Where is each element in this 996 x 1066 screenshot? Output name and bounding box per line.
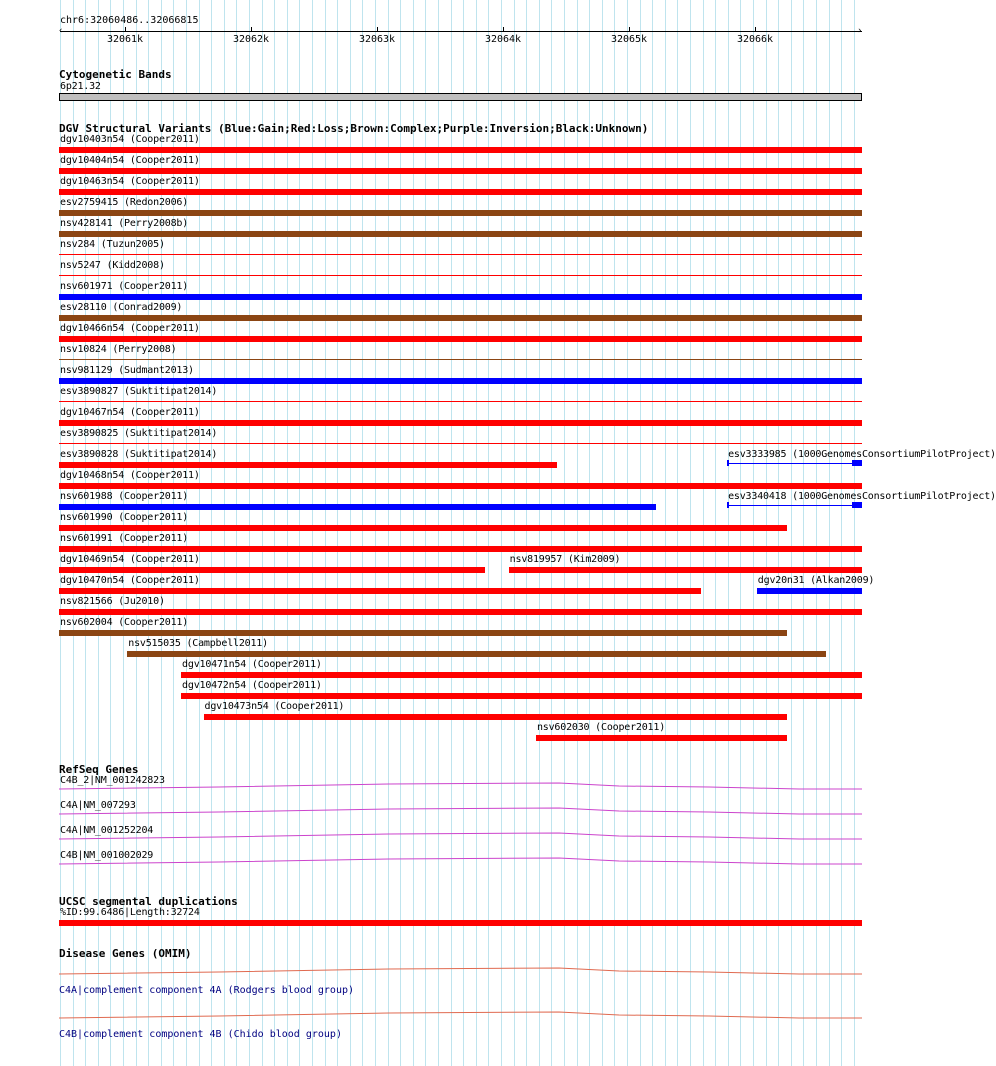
dgv-variant-start-mark [727, 460, 729, 466]
ruler-tick [755, 27, 756, 32]
dgv-variant-label: esv28110 (Conrad2009) [60, 302, 183, 313]
ruler-tick-label: 32064k [484, 34, 522, 45]
dgv-variant-bar[interactable] [59, 504, 656, 510]
refseq-gene-label: C4A|NM_001252204 [60, 825, 154, 836]
dgv-variant-bar[interactable] [59, 443, 862, 444]
dgv-variant-label: dgv10403n54 (Cooper2011) [60, 134, 200, 145]
dgv-variant-label: nsv5247 (Kidd2008) [60, 260, 165, 271]
dgv-variant-label: esv3340418 (1000GenomesConsortiumPilotProject) [728, 491, 996, 502]
omim-gene-link[interactable]: C4B|complement component 4B (Chido blood group) [59, 1029, 342, 1040]
dgv-variant-bar[interactable] [59, 147, 862, 153]
dgv-variant-bar[interactable] [59, 609, 862, 615]
dgv-variant-bar[interactable] [59, 189, 862, 195]
gene-intron-line [59, 858, 862, 864]
dgv-variant-label: nsv10824 (Perry2008) [60, 344, 177, 355]
cytogenetic-band-bar[interactable] [59, 93, 862, 101]
dgv-variant-bar[interactable] [59, 294, 862, 300]
dgv-variant-label: dgv10469n54 (Cooper2011) [60, 554, 200, 565]
dgv-variant-bar[interactable] [59, 483, 862, 489]
dgv-variant-label: nsv981129 (Sudmant2013) [60, 365, 194, 376]
dgv-variant-bar[interactable] [536, 735, 787, 741]
ruler-tick-label: 32062k [232, 34, 270, 45]
dgv-variant-bar[interactable] [59, 359, 862, 360]
dgv-variant-bar[interactable] [59, 546, 862, 552]
ruler-tick [251, 27, 252, 32]
cytogenetic-track-title: Cytogenetic Bands [59, 68, 172, 81]
dgv-variant-bar[interactable] [204, 714, 787, 720]
ruler-tick-label: 32063k [358, 34, 396, 45]
dgv-variant-bar[interactable] [59, 315, 862, 321]
ruler-right-arrow-icon: › [857, 26, 863, 36]
dgv-variant-end-block [852, 502, 862, 508]
dgv-variant-bar[interactable] [59, 231, 862, 237]
gene-model[interactable] [59, 779, 862, 793]
dgv-variant-label: nsv428141 (Perry2008b) [60, 218, 189, 229]
dgv-variant-bar[interactable] [59, 254, 862, 255]
segdup-track-title: UCSC segmental duplications [59, 895, 238, 908]
dgv-variant-bar[interactable] [59, 567, 485, 573]
dgv-variant-bar[interactable] [181, 672, 862, 678]
cytogenetic-band-label: 6p21.32 [60, 81, 101, 92]
ruler-tick [125, 27, 126, 32]
ruler-tick [377, 27, 378, 32]
dgv-variant-bar[interactable] [757, 588, 862, 594]
dgv-variant-label: esv3333985 (1000GenomesConsortiumPilotProject) [728, 449, 996, 460]
refseq-track-title: RefSeq Genes [59, 763, 139, 776]
gene-intron-line [59, 968, 862, 974]
dgv-variant-start-mark [727, 502, 729, 508]
dgv-variant-label: dgv10473n54 (Cooper2011) [204, 701, 345, 712]
dgv-variant-label: nsv601988 (Cooper2011) [60, 491, 189, 502]
dgv-variant-label: nsv602004 (Cooper2011) [60, 617, 189, 628]
dgv-variant-bar[interactable] [59, 336, 862, 342]
refseq-gene-label: C4A|NM_007293 [60, 800, 136, 811]
dgv-variant-label: dgv20n31 (Alkan2009) [757, 575, 875, 586]
dgv-variant-label: esv3890827 (Suktitipat2014) [60, 386, 218, 397]
dgv-variant-bar[interactable] [59, 462, 557, 468]
dgv-variant-bar[interactable] [59, 401, 862, 402]
dgv-variant-bar[interactable] [59, 525, 787, 531]
ruler-tick [629, 27, 630, 32]
dgv-variant-label: dgv10471n54 (Cooper2011) [182, 659, 322, 670]
dgv-variant-bar[interactable] [59, 378, 862, 384]
gene-intron-line [59, 808, 862, 814]
ruler-position-label: chr6:32060486..32066815 [60, 15, 199, 26]
dgv-variant-label: nsv284 (Tuzun2005) [60, 239, 165, 250]
dgv-variant-bar[interactable] [59, 168, 862, 174]
segdup-feature-bar[interactable] [59, 920, 862, 926]
ruler-left-arrow-icon: ‹ [58, 26, 64, 36]
dgv-variant-label: dgv10470n54 (Cooper2011) [60, 575, 200, 586]
dgv-variant-bar[interactable] [727, 463, 862, 464]
dgv-variant-label: esv3890825 (Suktitipat2014) [60, 428, 218, 439]
dgv-variant-label: nsv819957 (Kim2009) [509, 554, 621, 565]
ruler-tick-label: 32065k [610, 34, 648, 45]
dgv-variant-label: nsv601991 (Cooper2011) [60, 533, 189, 544]
ruler-tick-label: 32061k [106, 34, 144, 45]
dgv-variant-end-block [852, 460, 862, 466]
dgv-variant-label: dgv10467n54 (Cooper2011) [60, 407, 200, 418]
gene-model[interactable] [59, 964, 862, 978]
gene-model[interactable] [59, 804, 862, 818]
dgv-variant-bar[interactable] [727, 505, 862, 506]
refseq-gene-label: C4B_2|NM_001242823 [60, 775, 165, 786]
dgv-variant-bar[interactable] [181, 693, 862, 699]
dgv-variant-label: nsv602030 (Cooper2011) [536, 722, 666, 733]
ruler-axis [60, 31, 862, 32]
dgv-variant-bar[interactable] [59, 210, 862, 216]
dgv-variant-bar[interactable] [59, 275, 862, 276]
gene-intron-line [59, 833, 862, 839]
gene-intron-line [59, 783, 862, 789]
dgv-variant-label: dgv10468n54 (Cooper2011) [60, 470, 200, 481]
dgv-variant-bar[interactable] [59, 588, 701, 594]
dgv-variant-label: nsv601990 (Cooper2011) [60, 512, 189, 523]
segdup-feature-label: %ID:99.6486|Length:32724 [60, 907, 200, 918]
gene-model[interactable] [59, 854, 862, 868]
ruler-tick [503, 27, 504, 32]
dgv-variant-bar[interactable] [59, 630, 787, 636]
dgv-variant-label: dgv10472n54 (Cooper2011) [182, 680, 322, 691]
refseq-gene-label: C4B|NM_001002029 [60, 850, 154, 861]
gene-model[interactable] [59, 829, 862, 843]
dgv-variant-label: dgv10466n54 (Cooper2011) [60, 323, 200, 334]
dgv-variant-label: nsv601971 (Cooper2011) [60, 281, 189, 292]
omim-gene-link[interactable]: C4A|complement component 4A (Rodgers blood group) [59, 985, 355, 996]
dgv-variant-label: dgv10463n54 (Cooper2011) [60, 176, 200, 187]
dgv-variant-label: nsv515035 (Campbell2011) [128, 638, 268, 649]
ruler-tick-label: 32066k [736, 34, 774, 45]
gene-intron-line [59, 1012, 862, 1018]
dgv-variant-label: esv3890828 (Suktitipat2014) [60, 449, 218, 460]
omim-track-title: Disease Genes (OMIM) [59, 947, 192, 960]
dgv-variant-label: dgv10404n54 (Cooper2011) [60, 155, 200, 166]
dgv-variant-label: nsv821566 (Ju2010) [60, 596, 165, 607]
dgv-variant-bar[interactable] [509, 567, 862, 573]
dgv-variant-bar[interactable] [127, 651, 826, 657]
gene-model[interactable] [59, 1008, 862, 1022]
dgv-track-title: DGV Structural Variants (Blue:Gain;Red:Loss;Brown:Complex;Purple:Inversion;Black:Unknown) [59, 122, 649, 135]
dgv-variant-label: esv2759415 (Redon2006) [60, 197, 189, 208]
dgv-variant-bar[interactable] [59, 420, 862, 426]
